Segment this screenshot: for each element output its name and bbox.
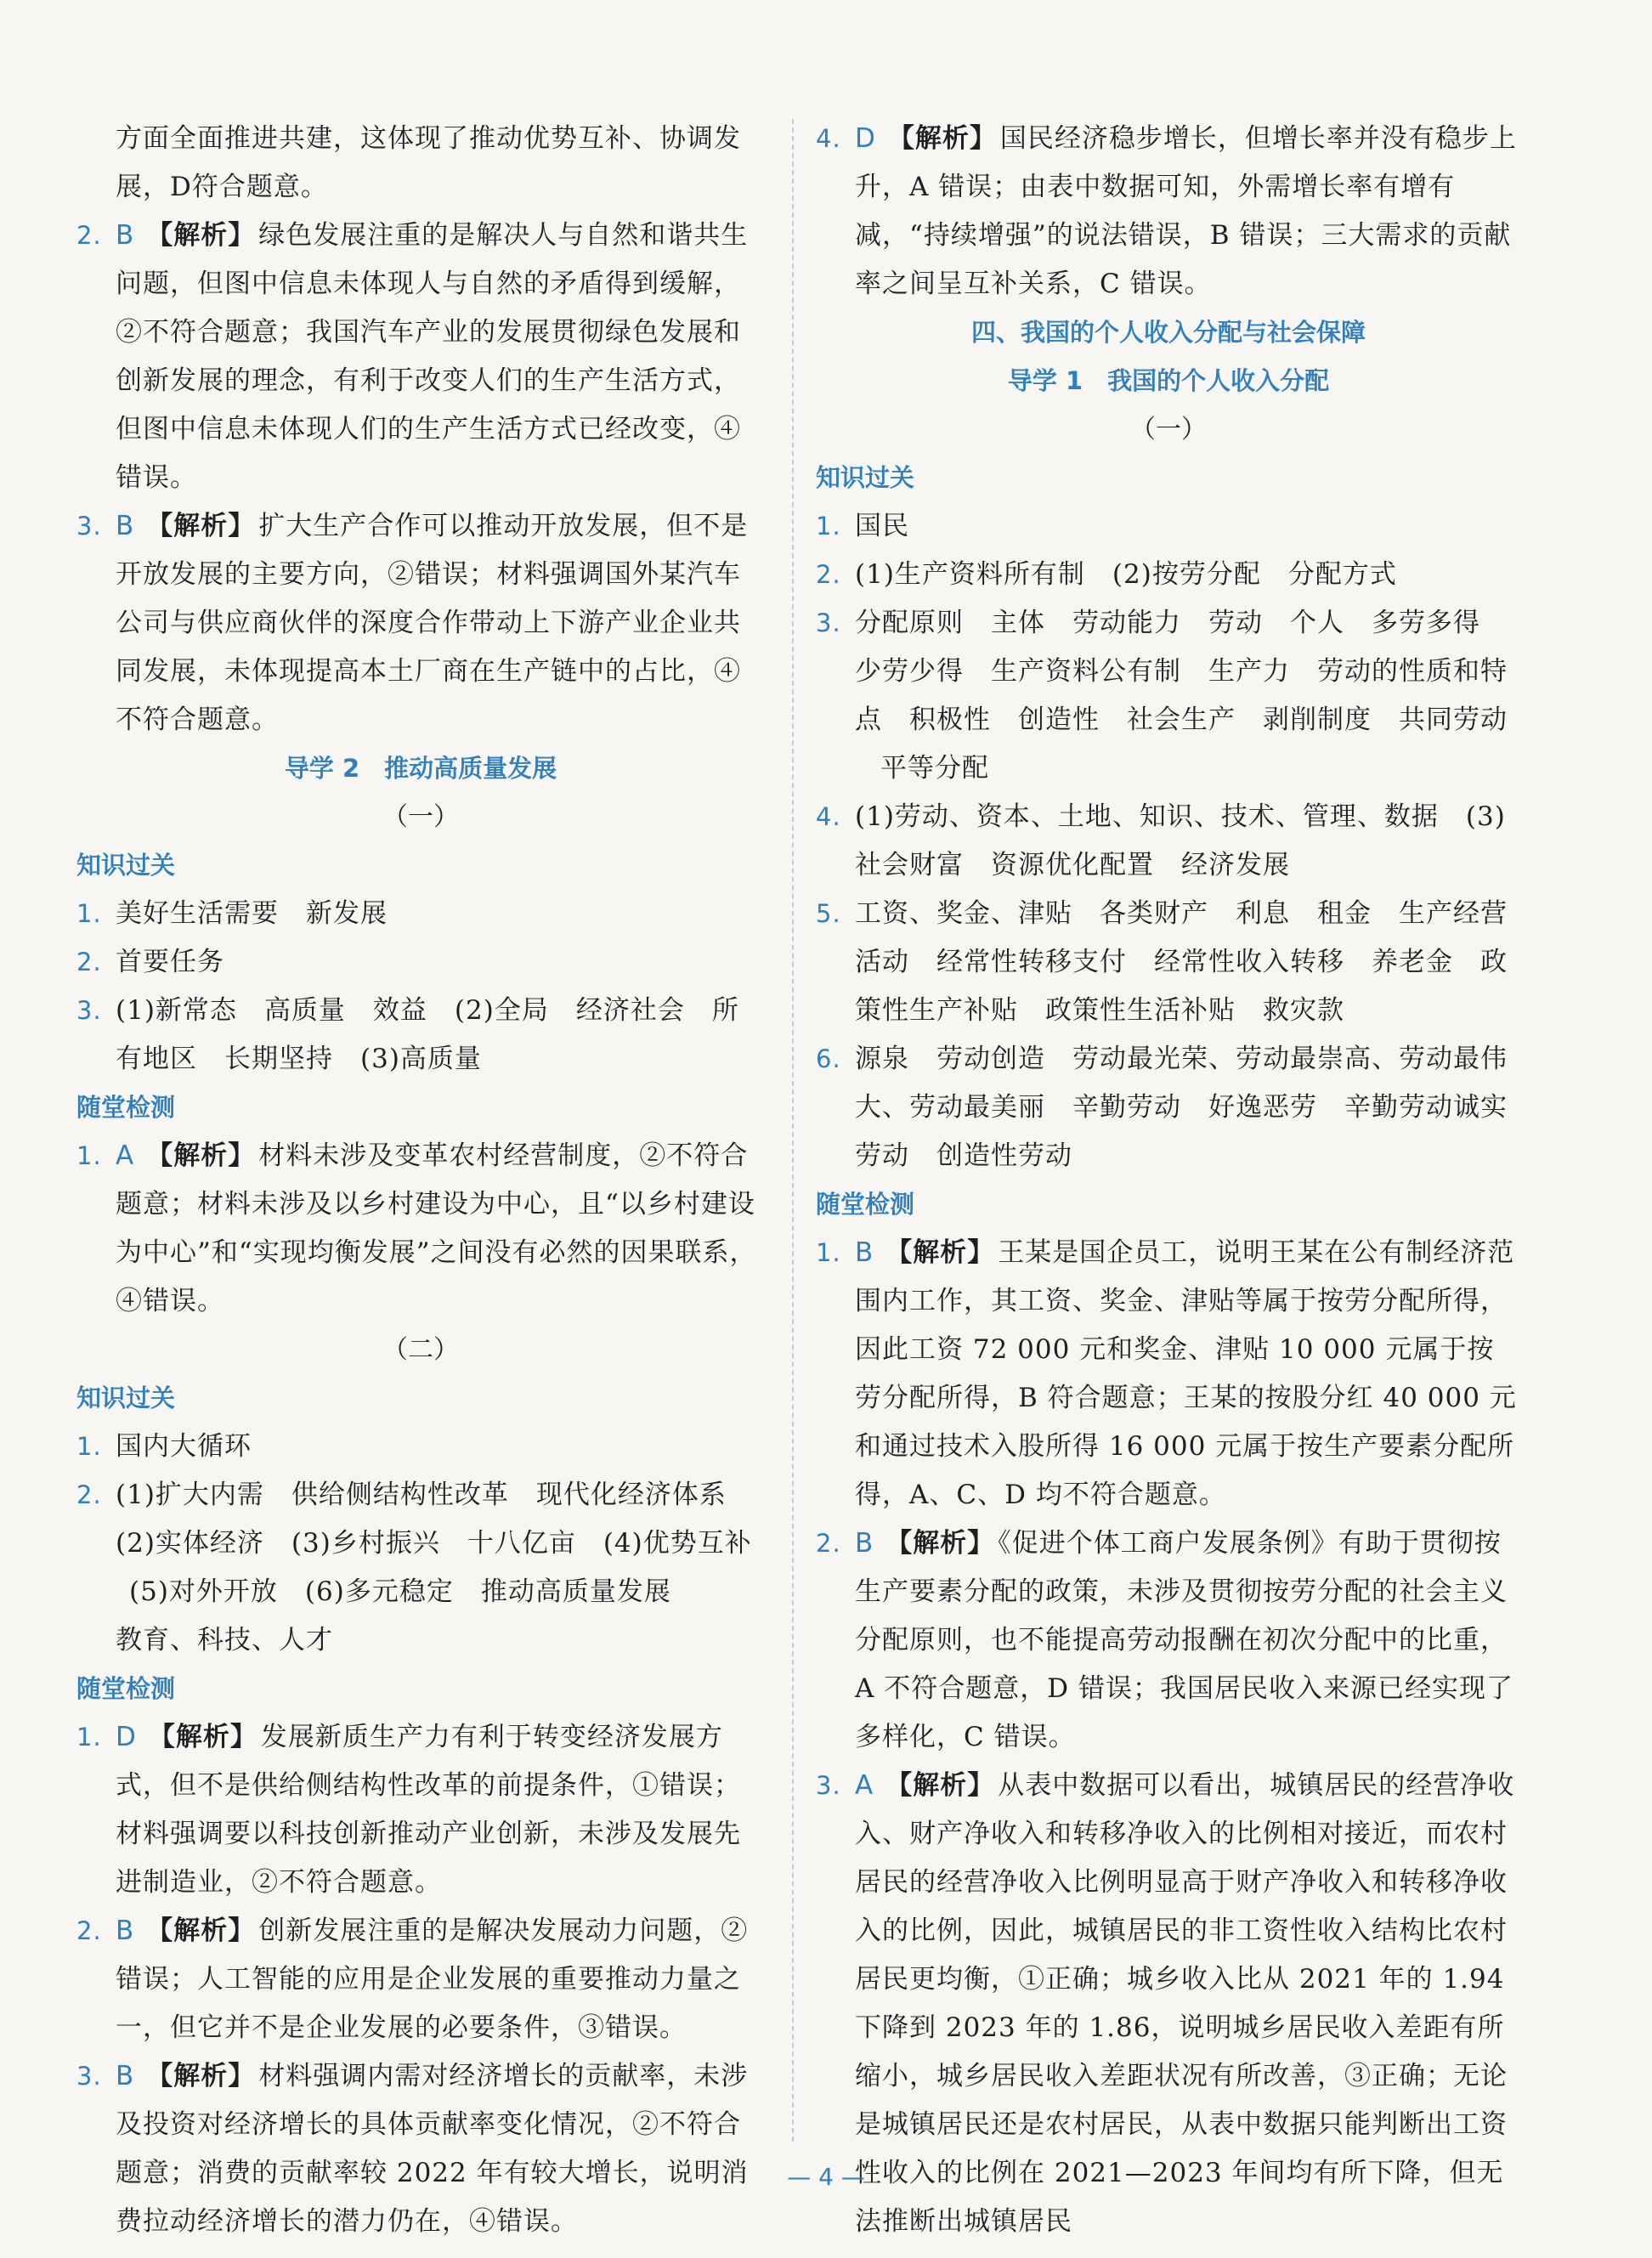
check-heading-right: 随堂检测 — [816, 1190, 915, 1219]
part-label-right: （一） — [1130, 415, 1207, 444]
section-title-right: 导学 1 我国的个人收入分配 — [1007, 366, 1330, 395]
knowledge-item-2: 2. 首要任务 — [76, 947, 224, 977]
page-number: — 4 — — [787, 2163, 865, 2191]
part-label: （一） — [382, 802, 459, 832]
right-column — [816, 115, 1521, 2246]
left-column — [76, 115, 765, 2246]
check2-item-1: 1. D 【解析】 发展新质生产力有利于转变经济发展方式，但不是供给侧结构性改革的前提条件，①错误；材料强调要以科技创新推动产业创新，未涉及发展先进制造业，②不符合题意。 — [76, 1722, 741, 1898]
check2-item-3: 3. B 【解析】 材料强调内需对经济增长的贡献率，未涉及投资对经济增长的具体贡献率变化情况，②不符合题意；消费的贡献率较 2022 年有较大增长，说明消费拉动经济增长的潜力仍在，④错误。 — [76, 2061, 749, 2237]
check-item-1: 1. A 【解析】 材料未涉及变革农村经营制度，②不符合题意；材料未涉及以乡村建设为中心，且“以乡村建设为中心”和“实现均衡发展”之间没有必然的因果联系，④错误。 — [76, 1140, 757, 1316]
chapter-title: 四、我国的个人收入分配与社会保障 — [970, 318, 1366, 347]
check-right-item-2: 2. B 【解析】 《促进个体工商户发展条例》有助于贯彻按生产要素分配的政策，未涉及贯彻按劳分配的社会主义分配原则，也不能提高劳动报酬在初次分配中的比重，A 不符合题意，D 错误；我国居民收入来源已经实现了多样化，C 错误。 — [816, 1528, 1513, 1752]
answer-item-2: 2. B 【解析】 绿色发展注重的是解决人与自然和谐共生问题，但图中信息未体现人与自然的矛盾得到缓解，②不符合题意；我国汽车产业的发展贯彻绿色发展和创新发展的理念，有利于改变人们的生产生活方式，但图中信息未体现人们的生产生活方式已经改变，④错误。 — [76, 220, 749, 493]
knowledge-right-item-2: 2. (1)生产资料所有制 (2)按劳分配 分配方式 — [816, 559, 1397, 590]
knowledge-heading-2: 知识过关 — [76, 1384, 176, 1412]
knowledge2-item-1: 1. 国内大循环 — [76, 1431, 252, 1462]
answer-item-3: 3. B 【解析】 扩大生产合作可以推动开放发展，但不是开放发展的主要方向，②错误；材料强调国外某汽车公司与供应商伙伴的深度合作带动上下游产业企业共同发展，未体现提高本土厂商在生产链中的占比，④不符合题意。 — [76, 511, 749, 735]
check-right-item-1: 1. B 【解析】 王某是国企员工，说明王某在公有制经济范围内工作，其工资、奖金、津贴等属于按劳分配所得，因此工资 72 000 元和奖金、津贴 10 000 元属于按劳分配所得，B 符合题意；王某的按股分红 40 000 元和通过技术入股所得 16 000 元属于按生产要素分配所得，A、C、D 均不符合题意。 — [816, 1237, 1517, 1510]
check-right-item-3: 3. A 【解析】 从表中数据可以看出，城镇居民的经营净收入、财产净收入和转移净收入的比例相对接近，而农村居民的经营净收入比例明显高于财产净收入和转移净收入的比例，因此，城镇居民的非工资性收入结构比农村居民更均衡，①正确；城乡收入比从 2021 年的 1.94 下降到 2023 年的 1.86，说明城乡居民收入差距有所缩小，城乡居民收入差距状况有所改善，③正确；无论是城镇居民还是农村居民，从表中数据只能判断出工资性收入的比例在 2021—2023 年间均有所下降，但无法推断出城镇居民 — [816, 1770, 1515, 2237]
knowledge-item-1: 1. 美好生活需要 新发展 — [76, 898, 388, 929]
knowledge-right-item-1: 1. 国民 — [816, 511, 909, 541]
answer-item-4: 4. D 【解析】 国民经济稳步增长，但增长率并没有稳步上升，A 错误；由表中数据可知，外需增长率有增有减，“持续增强”的说法错误，B 错误；三大需求的贡献率之间呈互补关系，C 错误。 — [816, 123, 1517, 299]
knowledge-right-item-3: 3. 分配原则 主体 劳动能力 劳动 个人 多劳多得 少劳少得 生产资料公有制 生产力 劳动的性质和特点 积极性 创造性 社会生产 剥削制度 共同劳动 平等分配 — [816, 608, 1508, 784]
continued-text: 方面全面推进共建，这体现了推动优势互补、协调发展，D符合题意。 — [116, 123, 741, 202]
column-divider — [792, 119, 794, 2142]
knowledge2-item-2: 2. (1)扩大内需 供给侧结构性改革 现代化经济体系 (2)实体经济 (3)乡村振兴 十八亿亩 (4)优势互补 (5)对外开放 (6)多元稳定 推动高质量发展 教育、科技、人才 — [76, 1480, 752, 1655]
knowledge-right-item-6: 6. 源泉 劳动创造 劳动最光荣、劳动最崇高、劳动最伟大、劳动最美丽 辛勤劳动 好逸恶劳 辛勤劳动诚实劳动 创造性劳动 — [816, 1044, 1508, 1171]
check2-item-2: 2. B 【解析】 创新发展注重的是解决发展动力问题，②错误；人工智能的应用是企业发展的重要推动力量之一，但它并不是企业发展的必要条件，③错误。 — [76, 1916, 749, 2043]
knowledge-right-item-4: 4. (1)劳动、资本、土地、知识、技术、管理、数据 (3)社会财富 资源优化配置 经济发展 — [816, 801, 1506, 880]
part-label-2: （二） — [382, 1335, 459, 1365]
knowledge-heading: 知识过关 — [76, 851, 176, 880]
knowledge-heading-right: 知识过关 — [816, 463, 915, 492]
knowledge-right-item-5: 5. 工资、奖金、津贴 各类财产 利息 租金 生产经营活动 经常性转移支付 经常性收入转移 养老金 政策性生产补贴 政策性生活补贴 救灾款 — [816, 898, 1508, 1026]
check-heading: 随堂检测 — [76, 1093, 176, 1122]
section-title: 导学 2 推动高质量发展 — [284, 754, 557, 783]
knowledge-item-3: 3. (1)新常态 高质量 效益 (2)全局 经济社会 所有地区 长期坚持 (3)高质量 — [76, 995, 739, 1074]
check-heading-2: 随堂检测 — [76, 1674, 176, 1703]
